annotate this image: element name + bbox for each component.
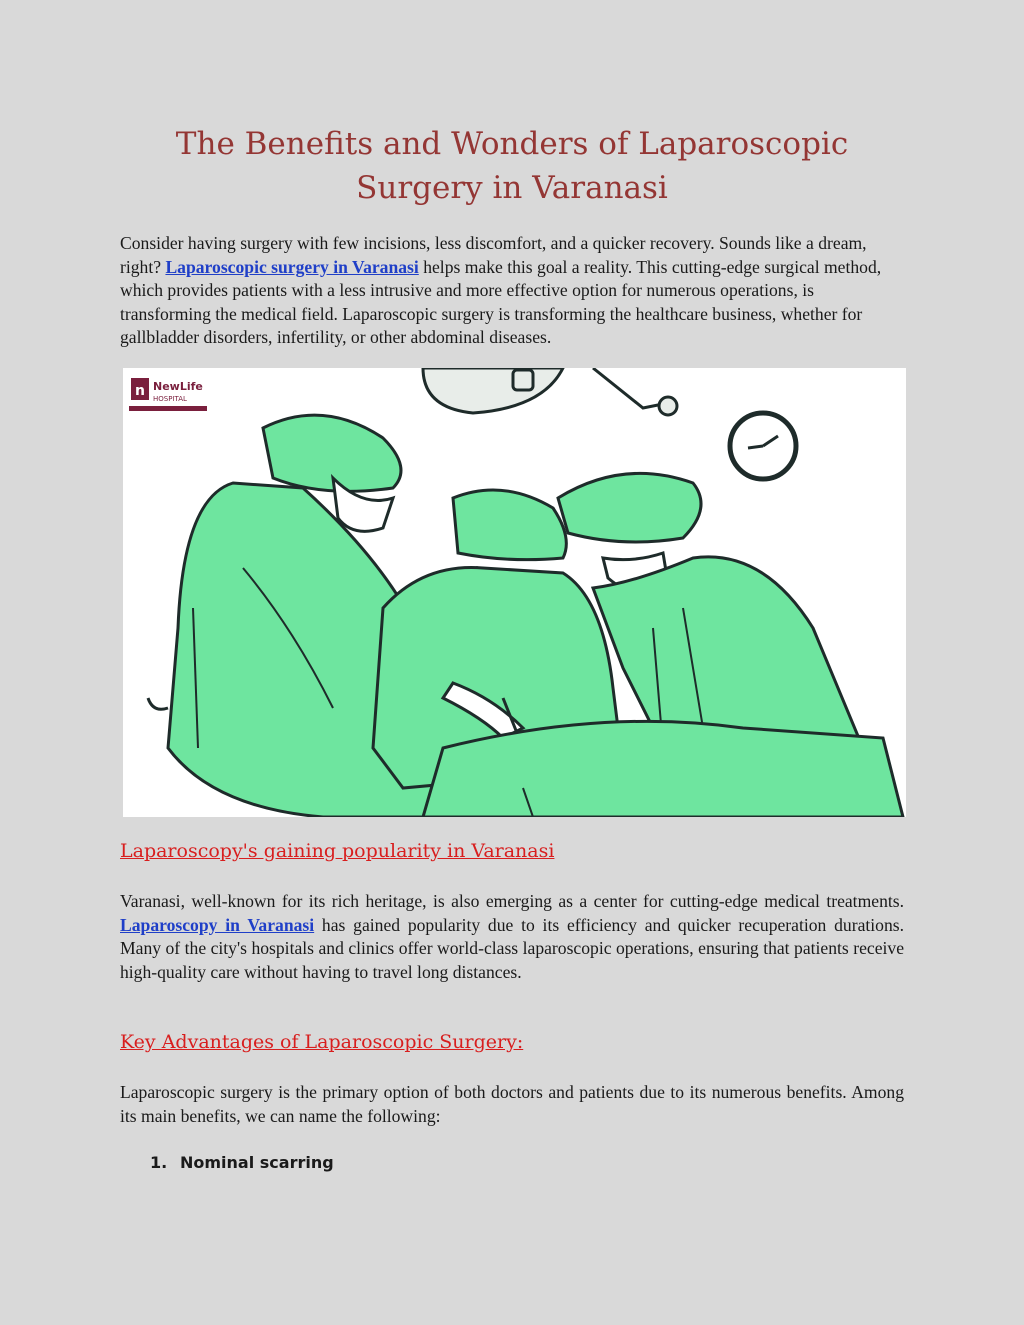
- laparoscopic-surgery-link[interactable]: Laparoscopic surgery in Varanasi: [165, 256, 419, 277]
- list-item-label: Nominal scarring: [180, 1153, 334, 1172]
- surgical-lamp-icon: [423, 368, 677, 415]
- intro-paragraph: [120, 232, 904, 350]
- popularity-paragraph: [120, 890, 904, 984]
- list-item: [150, 1153, 334, 1172]
- section-heading-advantages: Key Advantages of Laparoscopic Surgery:: [120, 1031, 524, 1053]
- surgery-illustration: [123, 368, 906, 817]
- hospital-logo: [127, 372, 209, 414]
- list-item-number: 1.: [150, 1153, 168, 1172]
- intro-text-end: helps make this goal a reality. This cutting-edge surgical method, which provides patients with a less intrusive and more effective option for numerous operations, is transforming the medical field. Laparoscopic surgery is transforming the healthcare business, whether for gallbladder disorders, infertility, or other abdominal diseases.: [120, 256, 882, 348]
- wall-clock-icon: [730, 413, 796, 479]
- section-heading-popularity: Laparoscopy's gaining popularity in Varanasi: [120, 840, 555, 862]
- intro-text-start: Consider having surgery with few incisions, less discomfort, and a quicker recovery. Sounds like a dream, right?: [120, 233, 867, 277]
- advantages-paragraph: Laparoscopic surgery is the primary option of both doctors and patients due to its numerous benefits. Among its main benefits, we can name the following:: [120, 1082, 904, 1126]
- popularity-text-end: has gained popularity due to its efficiency and quicker recuperation durations. Many of the city's hospitals and clinics offer world-class laparoscopic operations, ensuring that patients receive high-quality care without having to travel long distances.: [120, 914, 904, 982]
- svg-text:n: n: [135, 383, 145, 399]
- laparoscopy-varanasi-link[interactable]: Laparoscopy in Varanasi: [120, 914, 315, 935]
- logo-subtext: HOSPITAL: [153, 395, 187, 403]
- page-title: The Benefits and Wonders of Laparoscopic Surgery in Varanasi: [175, 126, 849, 206]
- logo-name: NewLife: [153, 380, 203, 393]
- popularity-text-start: Varanasi, well-known for its rich heritage, is also emerging as a center for cutting-edge medical treatments.: [120, 891, 904, 911]
- patient-drape: [423, 721, 903, 817]
